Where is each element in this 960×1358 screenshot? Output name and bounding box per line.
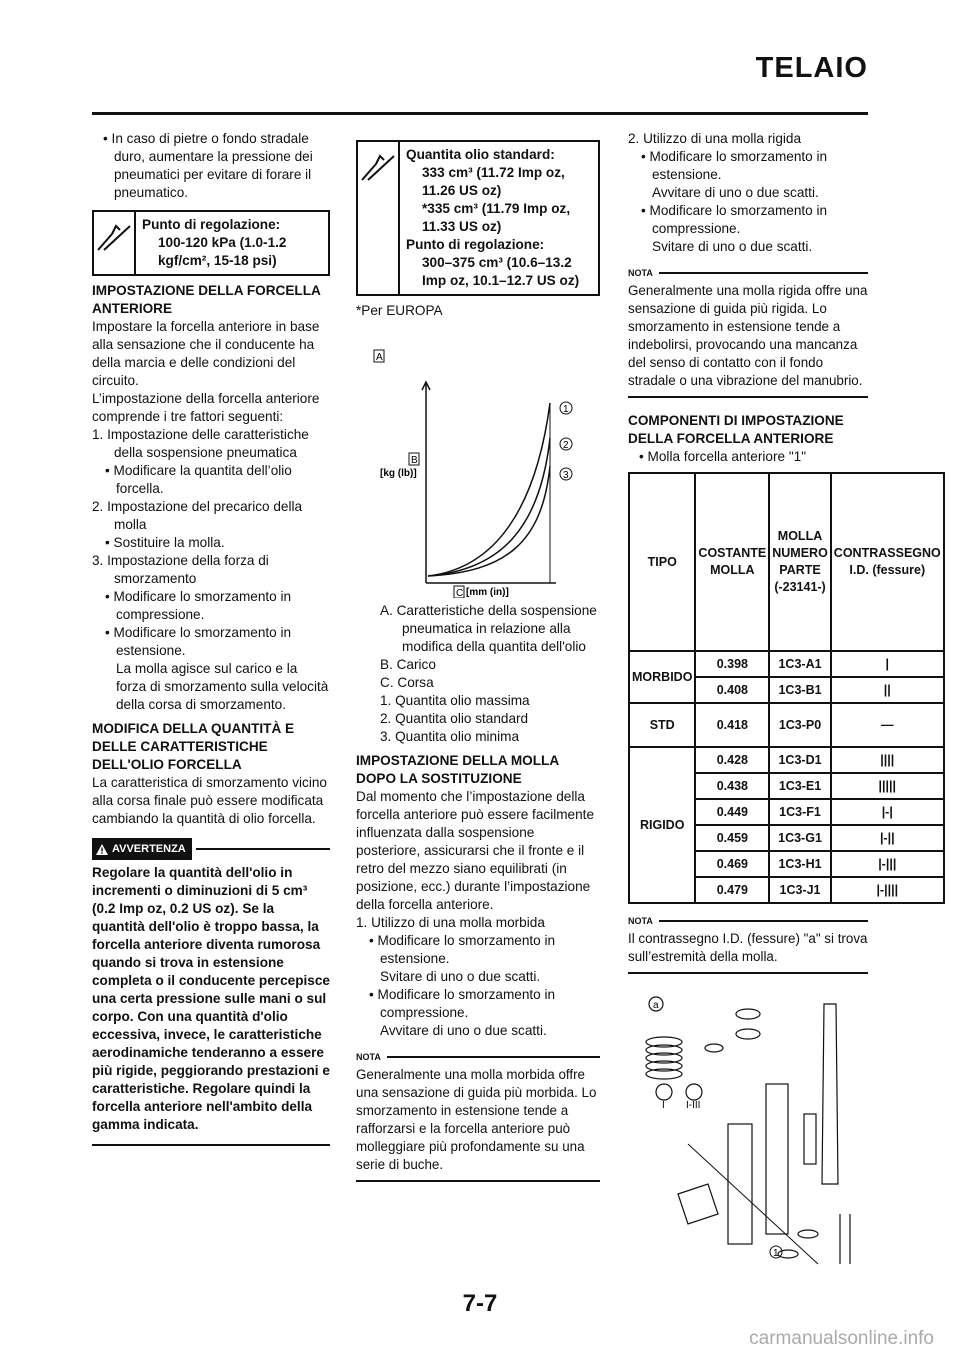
header-rule (92, 112, 868, 115)
fig-label-i: I (662, 1100, 665, 1111)
curve-label: 1 (563, 404, 569, 415)
list-item: 2. Utilizzo di una molla rigida (628, 131, 802, 146)
fig-label-c: C (456, 588, 464, 598)
list-item: 3. Impostazione della forza di smorzamento (92, 553, 269, 586)
spec-line: 300–375 cm³ (10.6–13.2 Imp oz, 10.1–12.7 US oz) (422, 255, 580, 288)
cell: 1C3-G1 (769, 825, 831, 851)
list-item: • Modificare lo smorzamento in estensione. (105, 625, 292, 658)
cell: — (831, 703, 944, 747)
cell: || (831, 677, 944, 703)
legend-item: 2. Quantita olio standard (380, 711, 529, 726)
fig-y-unit: [kg (lb)] (380, 468, 417, 479)
intro-bullet: • In caso di pietre o fondo stradale duro, aumentare la pressione dei pneumatici per evitare di forare il pneumatico. (103, 131, 313, 200)
wrench-icon (94, 212, 136, 274)
list-item: 1. Utilizzo di una molla morbida (356, 915, 545, 930)
paragraph: Impostare la forcella anteriore in base alla sensazione che il conducente ha della marcia e delle condizioni del circuito. (92, 319, 320, 388)
heading-front-fork: IMPOSTAZIONE DELLA FORCELLA ANTERIORE (92, 283, 321, 316)
legend-item: B. Carico (380, 657, 436, 672)
table-row (629, 703, 944, 747)
cell: 1C3-F1 (769, 799, 831, 825)
list-item: • Modificare lo smorzamento in estensione. (369, 933, 556, 966)
cell: |-|||| (831, 877, 944, 903)
cell: |-||| (831, 851, 944, 877)
cell: |-| (831, 799, 944, 825)
list-item: Avvitare di uno o due scatti. (380, 1023, 547, 1038)
column-1 (92, 130, 330, 1146)
paragraph: L’impostazione della forcella anteriore comprende i tre fattori seguenti: (92, 391, 320, 424)
warning-icon (96, 844, 108, 855)
curve-label: 3 (563, 470, 569, 481)
cell: 1C3-A1 (769, 651, 831, 677)
spec-line: Punto di regolazione: (406, 237, 545, 252)
note-label: NOTA (628, 268, 653, 278)
spec-value: 100-120 kPa (1.0-1.2 kgf/cm², 15-18 psi) (158, 235, 287, 268)
cell: 1C3-B1 (769, 677, 831, 703)
cell: 0.428 (695, 747, 769, 773)
fork-exploded-diagram (628, 984, 868, 1274)
list-item: Avvitare di uno o due scatti. (652, 185, 819, 200)
cell: 0.469 (695, 851, 769, 877)
type-cell: RIGIDO (629, 747, 695, 903)
europa-note: *Per EUROPA (356, 303, 443, 318)
table-row (629, 747, 944, 773)
type-cell: MORBIDO (629, 651, 695, 703)
table-header-row (629, 473, 944, 651)
col-header: COSTANTE MOLLA (695, 473, 769, 651)
column-3 (628, 130, 941, 1274)
curve-label: 2 (563, 440, 569, 451)
col-header: MOLLA NUMERO PARTE (-23141-) (769, 473, 831, 651)
warning-text: Regolare la quantità dell'olio in incrementi o diminuzioni di 5 cm³ (0.2 Imp oz, 0.2 US oz). Se la quantità dell'olio è troppo bassa, la forcella anteriore diventa rumorosa quando si trova in estensione completa o il conducente percepisce una certa pressione sulle mani o sul corpo. Con una quantità d'olio eccessiva, invece, le caratteristiche aerodinamiche tenderanno a essere più rigide, peggiorando prestazioni e caratteristiche. Regolare quindi la forcella anteriore nell'ambito della gamma indicata. (92, 864, 330, 1146)
curve-max (428, 403, 550, 576)
fig-x-unit: [mm (in)] (466, 587, 509, 598)
cell: 0.449 (695, 799, 769, 825)
type-cell: STD (629, 703, 695, 747)
fig-label-b: B (411, 455, 418, 466)
note-text: Generalmente una molla morbida offre una sensazione di guida più morbida. Lo smorzamento in estensione tende a rafforzarsi e la forcella anteriore può molleggiare più profondamente su una serie di buche. (356, 1066, 600, 1182)
list-item: • Molla forcella anteriore "1" (639, 449, 807, 464)
watermark: carmanualsonline.info (749, 1328, 934, 1349)
cell: 0.418 (695, 703, 769, 747)
oil-curve-diagram (356, 328, 600, 598)
column-2 (356, 130, 600, 1182)
page-title: TELAIO (755, 52, 868, 84)
heading-oil: MODIFICA DELLA QUANTITÀ E DELLE CARATTERISTICHE DELL'OLIO FORCELLA (92, 721, 295, 772)
fig-label-1: 1 (773, 1248, 779, 1259)
cell: 1C3-D1 (769, 747, 831, 773)
warning-label: AVVERTENZA (112, 843, 186, 855)
list-item: • Modificare lo smorzamento in compressione. (369, 987, 556, 1020)
fig-label-a: A (376, 352, 383, 363)
list-item: • Modificare la quantita dell’olio forcella. (105, 463, 292, 496)
spec-box-oil (356, 140, 600, 296)
note-label: NOTA (356, 1052, 381, 1062)
list-item: • Modificare lo smorzamento in compressione. (641, 203, 828, 236)
list-item: • Modificare lo smorzamento in estensione. (641, 149, 828, 182)
spec-box-pressure (92, 210, 330, 276)
list-item: 2. Impostazione del precarico della molla (92, 499, 303, 532)
list-item: • Modificare lo smorzamento in compressione. (105, 589, 292, 622)
cell: |-|| (831, 825, 944, 851)
legend-item: 1. Quantita olio massima (380, 693, 530, 708)
fig-label-a: a (653, 1000, 659, 1011)
legend-item: A. Caratteristiche della sospensione pneumatica in relazione alla modifica della quantita dell'olio (380, 603, 597, 654)
list-item: La molla agisce sul carico e la forza di smorzamento sulla velocità della corsa di smorzamento. (116, 661, 329, 712)
note-text: Generalmente una molla rigida offre una sensazione di guida più rigida. Lo smorzamento in estensione tende a indebolirsi, provocando una mancanza del senso di contatto con il fondo stradale o una vibrazione del manubrio. (628, 282, 868, 398)
col-header: CONTRASSEGNO I.D. (fessure) (831, 473, 944, 651)
cell: |||| (831, 747, 944, 773)
wrench-icon (358, 142, 400, 294)
cell: ||||| (831, 773, 944, 799)
paragraph: Dal momento che l’impostazione della forcella anteriore può essere facilmente influenzata dalla sospensione posteriore, assicurarsi che il fronte e il retro del mezzo siano equilibrati (in posizione, ecc.) durante l’impostazione della forcella anteriore. (356, 789, 595, 912)
legend-item: C. Corsa (380, 675, 434, 690)
fig-label-i-iii: I-III (686, 1100, 701, 1111)
heading-spring: IMPOSTAZIONE DELLA MOLLA DOPO LA SOSTITUZIONE (356, 753, 559, 786)
cell: 1C3-H1 (769, 851, 831, 877)
warning-badge (92, 838, 192, 860)
paragraph: La caratteristica di smorzamento vicino alla corsa finale può essere modificata cambiando la quantità di olio forcella. (92, 775, 327, 826)
cell: 0.438 (695, 773, 769, 799)
cell: 1C3-P0 (769, 703, 831, 747)
list-item: • Sostituire la molla. (105, 535, 225, 550)
list-item: Svitare di uno o due scatti. (380, 969, 541, 984)
cell: 1C3-J1 (769, 877, 831, 903)
col-header: TIPO (629, 473, 695, 651)
cell: 0.459 (695, 825, 769, 851)
curve-std (428, 438, 550, 576)
spec-line: 333 cm³ (11.72 Imp oz, 11.26 US oz) (422, 165, 565, 198)
page-number: 7-7 (462, 1290, 498, 1317)
cell: 1C3-E1 (769, 773, 831, 799)
cell: | (831, 651, 944, 677)
spec-line: *335 cm³ (11.79 Imp oz, 11.33 US oz) (422, 201, 571, 234)
cell: 0.398 (695, 651, 769, 677)
table-row (629, 651, 944, 677)
note-label: NOTA (628, 916, 653, 926)
spec-title: Punto di regolazione: (142, 217, 281, 232)
cell: 0.479 (695, 877, 769, 903)
spring-table (628, 472, 945, 904)
spec-line: Quantita olio standard: (406, 147, 555, 162)
legend-item: 3. Quantita olio minima (380, 729, 520, 744)
list-item: 1. Impostazione delle caratteristiche della sospensione pneumatica (92, 427, 309, 460)
note-text: Il contrassegno I.D. (fessure) "a" si trova sull’estremità della molla. (628, 930, 868, 974)
cell: 0.408 (695, 677, 769, 703)
heading-components: COMPONENTI DI IMPOSTAZIONE DELLA FORCELLA ANTERIORE (628, 413, 844, 446)
list-item: Svitare di uno o due scatti. (652, 239, 813, 254)
